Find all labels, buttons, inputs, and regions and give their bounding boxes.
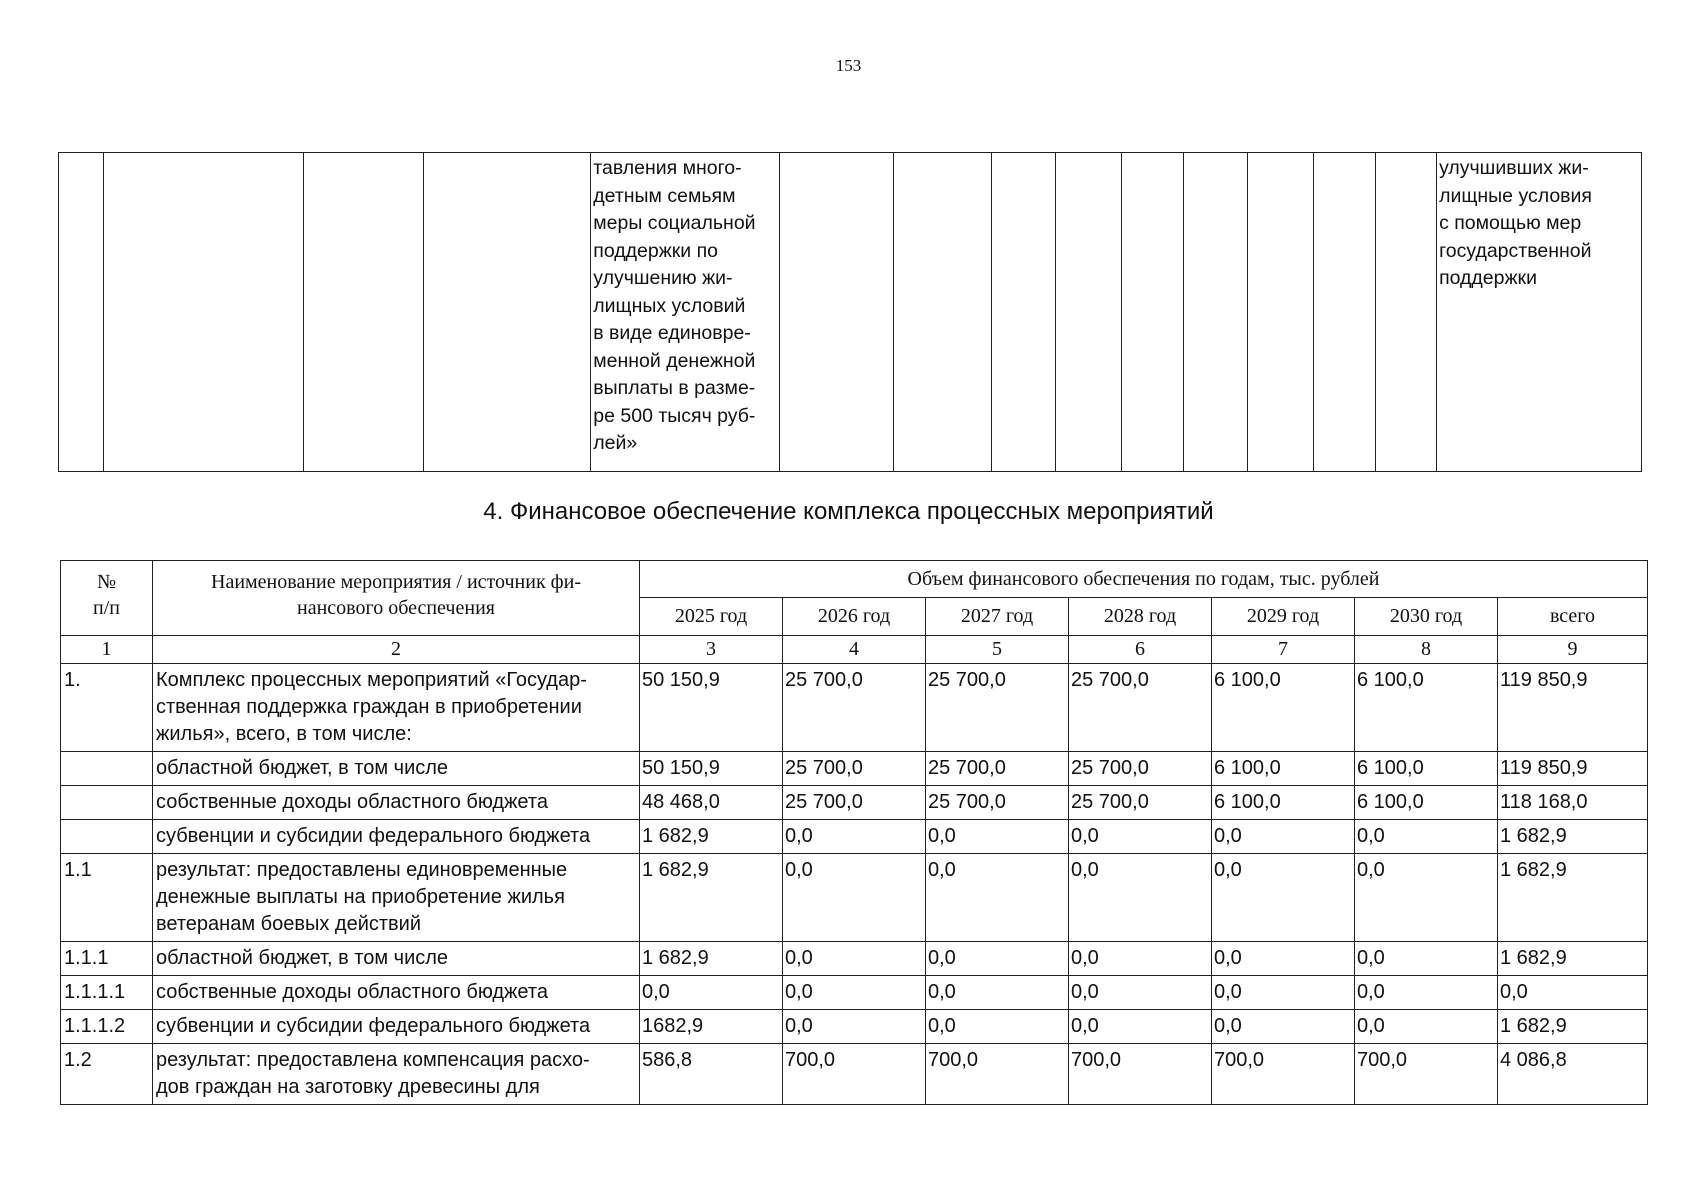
row-name: собственные доходы областного бюджета [153, 976, 640, 1010]
value-year: 0,0 [640, 976, 783, 1010]
column-number: 4 [783, 636, 926, 664]
header-year: 2026 год [783, 598, 926, 636]
header-name: Наименование мероприятия / источник фи- нансового обеспечения [153, 561, 640, 636]
column-number: 6 [1069, 636, 1212, 664]
value-year: 1 682,9 [640, 854, 783, 942]
value-year: 6 100,0 [1212, 786, 1355, 820]
header-year: 2030 год [1355, 598, 1498, 636]
value-year: 50 150,9 [640, 664, 783, 752]
column-number: 9 [1498, 636, 1648, 664]
value-year: 0,0 [783, 820, 926, 854]
row-name: результат: предоставлена компенсация расхо- дов граждан на заготовку древесины для [153, 1044, 640, 1105]
value-year: 0,0 [926, 1010, 1069, 1044]
table-cell [1184, 153, 1248, 472]
row-number: 1.1.1 [61, 942, 153, 976]
row-number [61, 786, 153, 820]
table-cell [591, 153, 780, 472]
row-number: 1.2 [61, 1044, 153, 1105]
result-description: улучшивших жи- лищные условия с помощью мер государственной поддержки [1439, 157, 1592, 289]
header-year: 2027 год [926, 598, 1069, 636]
row-number [61, 752, 153, 786]
table-row [61, 820, 1648, 854]
row-number: 1.1.1.2 [61, 1010, 153, 1044]
value-year: 25 700,0 [1069, 752, 1212, 786]
value-year: 0,0 [783, 976, 926, 1010]
value-year: 6 100,0 [1355, 664, 1498, 752]
value-year: 700,0 [1069, 1044, 1212, 1105]
value-year: 25 700,0 [926, 752, 1069, 786]
value-year: 1 682,9 [640, 942, 783, 976]
header-row [61, 561, 1648, 598]
value-year: 700,0 [1355, 1044, 1498, 1105]
value-year: 50 150,9 [640, 752, 783, 786]
page-number: 153 [835, 56, 862, 75]
column-number: 8 [1355, 636, 1498, 664]
value-year: 0,0 [1069, 1010, 1212, 1044]
table-cell [1122, 153, 1184, 472]
value-year: 25 700,0 [1069, 786, 1212, 820]
header-year: 2028 год [1069, 598, 1212, 636]
value-year: 0,0 [1355, 1010, 1498, 1044]
table-cell [1437, 153, 1642, 472]
header-year: 2025 год [640, 598, 783, 636]
value-year: 586,8 [640, 1044, 783, 1105]
row-name: результат: предоставлены единовременные денежные выплаты на приобретение жилья ветеранам боевых действий [153, 854, 640, 942]
value-total: 0,0 [1498, 976, 1648, 1010]
table-cell [1314, 153, 1376, 472]
column-number-row [61, 636, 1648, 664]
table-cell [423, 153, 590, 472]
finance-table [60, 560, 1648, 1105]
value-year: 0,0 [1069, 820, 1212, 854]
value-total: 118 168,0 [1498, 786, 1648, 820]
row-number: 1.1 [61, 854, 153, 942]
value-year: 25 700,0 [783, 664, 926, 752]
value-year: 6 100,0 [1212, 664, 1355, 752]
value-year: 0,0 [783, 942, 926, 976]
table-cell [59, 153, 104, 472]
value-total: 4 086,8 [1498, 1044, 1648, 1105]
row-name: собственные доходы областного бюджета [153, 786, 640, 820]
value-year: 6 100,0 [1212, 752, 1355, 786]
value-total: 1 682,9 [1498, 854, 1648, 942]
column-number: 1 [61, 636, 153, 664]
value-total: 1 682,9 [1498, 942, 1648, 976]
table-cell [780, 153, 894, 472]
row-name: субвенции и субсидии федерального бюджета [153, 820, 640, 854]
column-number: 5 [926, 636, 1069, 664]
value-year: 6 100,0 [1355, 786, 1498, 820]
value-year: 25 700,0 [783, 752, 926, 786]
row-name: субвенции и субсидии федерального бюджета [153, 1010, 640, 1044]
value-total: 119 850,9 [1498, 664, 1648, 752]
section-title: 4. Финансовое обеспечение комплекса процессных мероприятий [483, 498, 1214, 525]
value-year: 700,0 [783, 1044, 926, 1105]
continuation-table [58, 152, 1642, 472]
row-name: Комплекс процессных мероприятий «Государ- ственная поддержка граждан в приобретении жилья», всего, в том числе: [153, 664, 640, 752]
value-year: 25 700,0 [926, 664, 1069, 752]
table-row [59, 153, 1642, 472]
header-year: 2029 год [1212, 598, 1355, 636]
value-year: 0,0 [926, 854, 1069, 942]
value-year: 0,0 [926, 942, 1069, 976]
value-year: 0,0 [1355, 820, 1498, 854]
table-row [61, 1044, 1648, 1105]
value-year: 0,0 [1212, 854, 1355, 942]
value-year: 0,0 [1212, 976, 1355, 1010]
table-row [61, 854, 1648, 942]
row-name: областной бюджет, в том числе [153, 752, 640, 786]
value-year: 0,0 [926, 976, 1069, 1010]
table-cell [1376, 153, 1437, 472]
column-number: 2 [153, 636, 640, 664]
column-number: 3 [640, 636, 783, 664]
value-year: 25 700,0 [1069, 664, 1212, 752]
value-year: 0,0 [1212, 942, 1355, 976]
table-cell [1056, 153, 1122, 472]
value-year: 0,0 [1355, 976, 1498, 1010]
value-year: 25 700,0 [783, 786, 926, 820]
value-year: 0,0 [1355, 942, 1498, 976]
value-total: 1 682,9 [1498, 1010, 1648, 1044]
header-volume: Объем финансового обеспечения по годам, тыс. рублей [640, 561, 1648, 598]
measure-description: тавления много- детным семьям меры социальной поддержки по улучшению жи- лищных условий в виде единовре- менной денежной выплаты в разме- ре 500 тысяч руб- лей» [593, 157, 756, 454]
table-row [61, 976, 1648, 1010]
value-year: 0,0 [1069, 854, 1212, 942]
header-num: № п/п [61, 561, 153, 636]
table-row [61, 752, 1648, 786]
row-number: 1. [61, 664, 153, 752]
column-number: 7 [1212, 636, 1355, 664]
table-row [61, 786, 1648, 820]
value-year: 700,0 [1212, 1044, 1355, 1105]
table-cell [1248, 153, 1314, 472]
value-year: 0,0 [783, 854, 926, 942]
row-number: 1.1.1.1 [61, 976, 153, 1010]
value-year: 0,0 [926, 820, 1069, 854]
value-year: 25 700,0 [926, 786, 1069, 820]
table-cell [894, 153, 992, 472]
value-year: 0,0 [1069, 976, 1212, 1010]
row-number [61, 820, 153, 854]
value-year: 1682,9 [640, 1010, 783, 1044]
value-year: 0,0 [1355, 854, 1498, 942]
value-year: 1 682,9 [640, 820, 783, 854]
value-year: 700,0 [926, 1044, 1069, 1105]
value-year: 6 100,0 [1355, 752, 1498, 786]
value-year: 0,0 [1212, 1010, 1355, 1044]
value-year: 0,0 [1069, 942, 1212, 976]
table-cell [103, 153, 304, 472]
value-year: 48 468,0 [640, 786, 783, 820]
table-cell [304, 153, 423, 472]
value-total: 1 682,9 [1498, 820, 1648, 854]
row-name: областной бюджет, в том числе [153, 942, 640, 976]
header-total: всего [1498, 598, 1648, 636]
table-row [61, 942, 1648, 976]
table-cell [992, 153, 1056, 472]
value-year: 0,0 [1212, 820, 1355, 854]
value-year: 0,0 [783, 1010, 926, 1044]
table-row [61, 664, 1648, 752]
table-row [61, 1010, 1648, 1044]
value-total: 119 850,9 [1498, 752, 1648, 786]
